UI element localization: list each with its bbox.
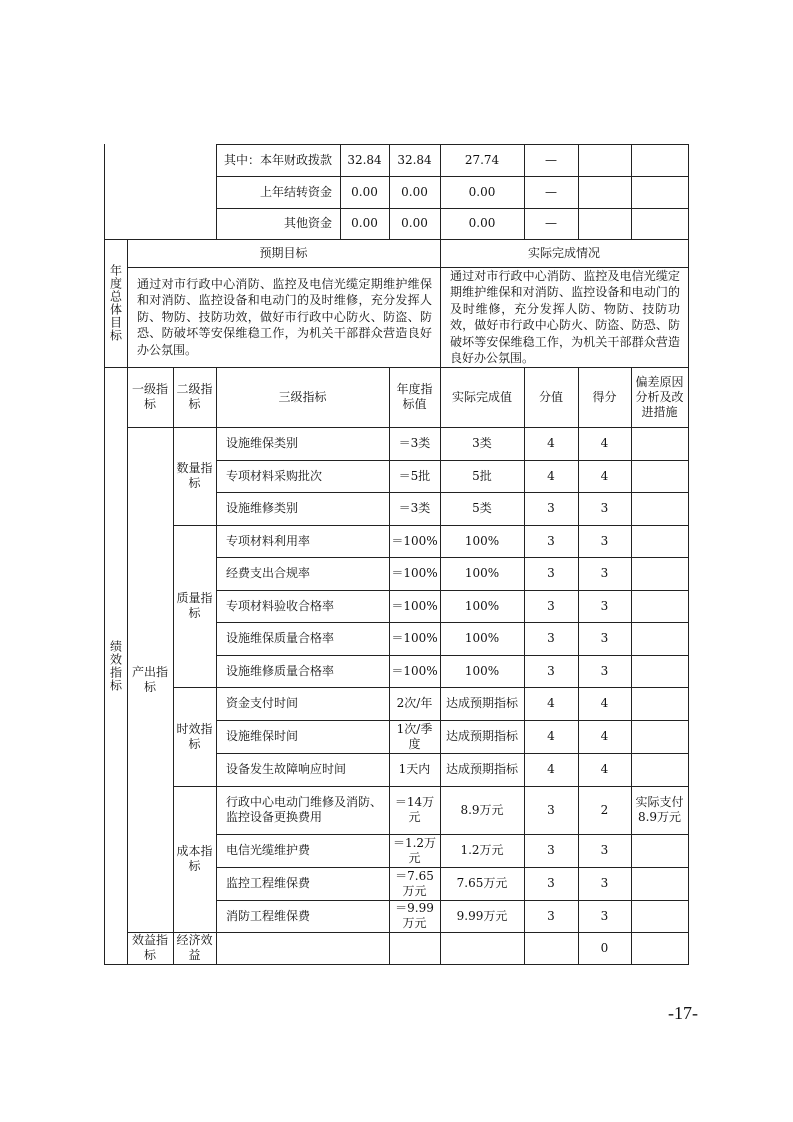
actual-status-text: 通过对市行政中心消防、监控及电信光缆定期维护维保和对消防、监控设备和电动门的及时维修，充分发挥人防、物防、技防功效，做好市行政中心防火、防盗、防恐、防破坏等安保维稳工作，为机关干部群众营造良好办公氛围。 [450,268,680,365]
indicator-actual: 8.9万元 [460,802,504,817]
indicator-target: 1次/季度 [396,721,433,751]
fund-actual: 27.74 [464,152,500,167]
indicator-reason [631,557,688,590]
indicator-score: 3 [547,802,555,817]
indicator-got: 4 [600,762,609,776]
indicator-score: 4 [547,696,555,710]
indicator-actual: 100% [464,598,500,613]
indicator-target: ＝100% [391,631,438,645]
indicator-name: 消防工程维保费 [226,908,311,923]
fund-budget: 0.00 [351,216,378,230]
indicator-score: 3 [547,533,555,548]
indicator-name: 专项材料利用率 [226,533,311,548]
indicator-name: 设备发生故障响应时间 [226,762,347,776]
indicator-actual: 100% [464,566,500,580]
expected-goal-header: 预期目标 [259,245,308,260]
actual-status-header: 实际完成情况 [527,245,600,260]
indicator-target: ＝100% [391,533,438,548]
indicator-actual: 1.2万元 [460,843,504,857]
table-rule [104,964,689,965]
indicator-target: ＝1.2万元 [392,835,437,865]
indicator-reason [631,867,688,900]
indicator-score: 3 [547,501,555,515]
indicator-actual: 达成预期指标 [445,696,518,710]
indicator-name: 行政中心电动门维修及消防、监控设备更换费用 [226,795,383,824]
indicator-actual: 9.99万元 [456,908,508,923]
indicator-reason [631,492,688,525]
header-target: 年度指标值 [396,382,433,411]
indicator-got: 4 [600,696,609,710]
indicator-name: 设施维保时间 [226,729,299,743]
header-got: 得分 [592,389,617,404]
indicator-got: 3 [600,876,609,890]
indicator-target: 1天内 [398,762,431,776]
indicator-target: ＝9.99万元 [395,901,434,930]
indicator-actual: 5批 [472,468,492,483]
indicator-score: 3 [547,598,555,613]
indicator-got: 4 [600,436,609,450]
indicator-reason [631,622,688,655]
indicator-reason [631,655,688,687]
header-level2: 二级指标 [176,382,213,411]
fund-actual: 0.00 [468,184,496,199]
indicator-name: 专项材料验收合格率 [226,598,335,613]
indicator-score: 3 [547,908,555,923]
indicator-got: 4 [600,729,609,743]
indicator-score: 3 [547,876,555,890]
indicator-reason [631,687,688,720]
output-indicator-label: 产出指标 [131,664,168,694]
fund-adjusted: 0.00 [401,184,428,199]
indicator-got: 3 [600,598,609,613]
table-rule [578,144,579,240]
indicator-score: 3 [547,843,555,857]
indicator-reason [631,427,688,460]
indicator-actual: 3类 [472,436,492,450]
annual-goal-label: 年度总体目标 [108,264,123,342]
header-actual: 实际完成值 [451,389,512,404]
indicator-actual: 100% [464,663,500,678]
indicator-target: ＝3类 [398,436,431,450]
indicator-name: 设施维保类别 [226,436,299,450]
indicator-actual: 达成预期指标 [445,762,518,776]
performance-indicator-label: 绩效指标 [108,639,123,692]
indicator-target: ＝14万元 [394,795,435,824]
group-label: 成本指标 [176,844,213,873]
indicator-got: 3 [600,566,609,580]
indicator-name: 设施维修类别 [226,501,299,515]
header-reason: 偏差原因分析及改进措施 [635,374,684,419]
indicator-target: ＝7.65万元 [395,868,434,898]
indicator-reason [631,590,688,622]
indicator-actual: 5类 [472,501,492,515]
indicator-reason [631,720,688,753]
indicator-name: 专项材料采购批次 [226,468,323,483]
indicator-score: 3 [547,631,555,645]
indicator-got: 3 [600,663,609,678]
indicator-target: ＝100% [391,566,438,580]
indicator-actual: 100% [464,631,500,645]
table-rule [631,144,632,240]
fund-dash: — [545,216,557,230]
fund-dash: — [545,152,557,167]
group-label: 时效指标 [176,721,213,751]
indicator-reason [631,900,688,932]
header-score: 分值 [538,389,563,404]
indicator-name: 监控工程维保费 [226,876,311,890]
indicator-score: 4 [547,468,555,483]
header-level3: 三级指标 [278,389,327,404]
indicator-got: 4 [600,468,609,483]
group-label: 质量指标 [176,591,213,620]
indicator-score: 4 [547,762,555,776]
economic-benefit-label: 经济效益 [176,933,213,962]
fund-label: 上年结转资金 [259,184,332,199]
group-label: 数量指标 [176,461,213,490]
indicator-name: 电信光缆维护费 [226,843,311,857]
indicator-got: 3 [600,501,609,515]
fund-actual: 0.00 [468,216,496,230]
indicator-score: 4 [547,729,555,743]
benefit-got: 0 [600,940,609,955]
indicator-name: 设施维保质量合格率 [226,631,335,645]
expected-goal-text: 通过对市行政中心消防、监控及电信光缆定期维护维保和对消防、监控设备和电动门的及时维修，充分发挥人防、物防、技防功效，做好市行政中心防火、防盗、防恐、防破坏等安保维稳工作，为机关干部群众营造良好办公氛围。 [137,276,432,357]
indicator-name: 设施维修质量合格率 [226,663,335,678]
indicator-reason [631,753,688,786]
fund-adjusted: 0.00 [401,216,428,230]
indicator-actual: 达成预期指标 [445,729,518,743]
indicator-got: 3 [600,631,609,645]
indicator-target: ＝100% [391,598,438,613]
indicator-target: 2次/年 [396,696,433,710]
indicator-reason [631,525,688,557]
indicator-got: 3 [600,843,609,857]
indicator-score: 3 [547,663,555,678]
indicator-score: 3 [547,566,555,580]
indicator-reason [631,460,688,492]
indicator-target: ＝5批 [398,468,431,483]
indicator-reason: 实际支付8.9万元 [635,795,684,824]
fund-budget: 0.00 [351,184,378,199]
benefit-indicator-label: 效益指标 [131,933,168,962]
fund-label: 其他资金 [283,216,332,230]
indicator-name: 经费支出合规率 [226,566,311,580]
fund-budget: 32.84 [347,152,382,167]
indicator-actual: 100% [464,533,500,548]
indicator-got: 3 [600,908,609,923]
fund-adjusted: 32.84 [397,152,432,167]
indicator-target: ＝100% [391,663,438,678]
indicator-score: 4 [547,436,555,450]
indicator-actual: 7.65万元 [456,876,508,890]
indicator-name: 资金支付时间 [226,696,299,710]
indicator-target: ＝3类 [398,501,431,515]
indicator-got: 3 [600,533,609,548]
indicator-got: 2 [600,802,609,817]
indicator-reason [631,834,688,867]
header-level1: 一级指标 [131,382,168,411]
fund-label: 其中：本年财政拨款 [223,152,332,167]
fund-dash: — [545,184,557,199]
page-number: -17- [668,1003,698,1023]
